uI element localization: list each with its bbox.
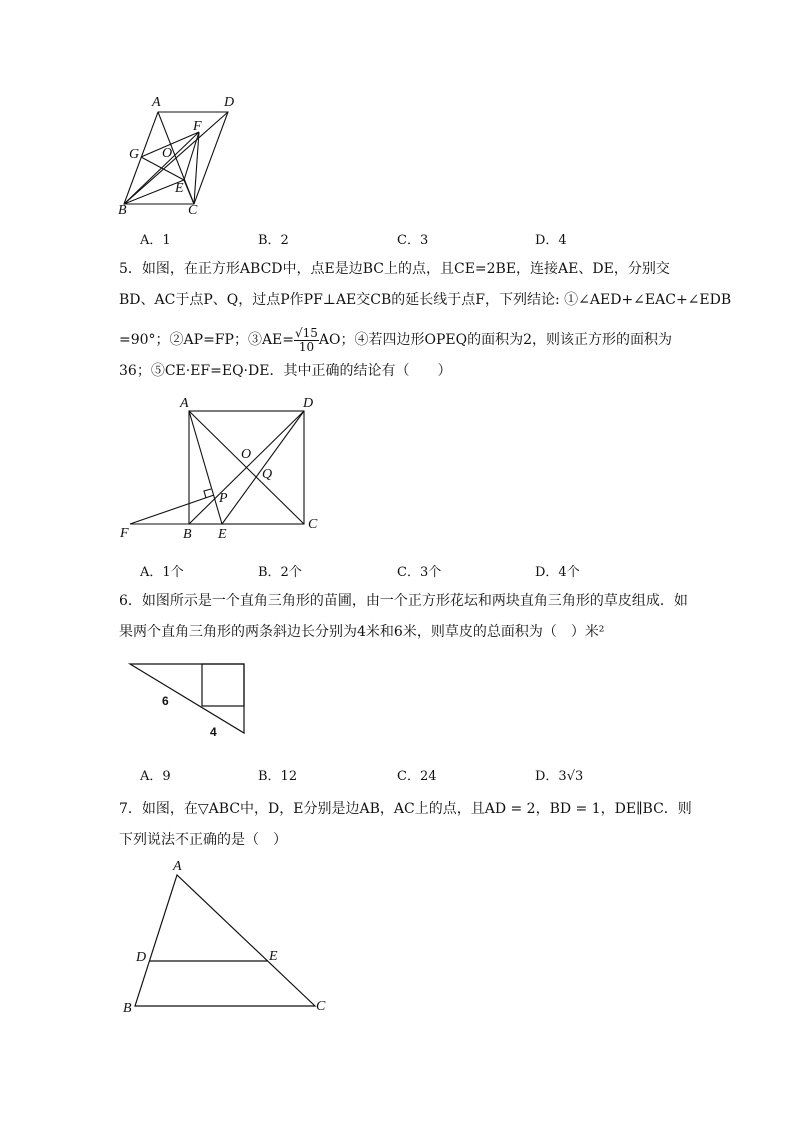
q5-label-p: P	[219, 491, 228, 506]
q5-line-1: 5．如图，在正方形ABCD中，点E是边BC上的点，且CE=2BE，连接AE、DE，分别交	[119, 261, 670, 277]
q4-label-a: A	[152, 95, 161, 110]
q5-line-4: 36；⑤CE·EF=EQ·DE．其中正确的结论有（ ）	[119, 363, 452, 379]
q4-label-o: O	[162, 146, 173, 161]
q4-label-d: D	[224, 95, 235, 110]
q6-option-d[interactable]: D．3√3	[535, 769, 584, 784]
q5-line-2: BD、AC于点P、Q，过点P作PF⊥AE交CB的延长线于点F，下列结论: ①∠AED+∠EAC+∠EDB	[119, 292, 732, 308]
q7-label-d: D	[136, 950, 147, 965]
q6-label-4: 4	[210, 725, 217, 739]
q7-label-e: E	[269, 949, 278, 964]
q7-line-1: 7．如图，在▽ABC中，D，E分别是边AB，AC上的点，且AD = 2，BD = 1，DE∥BC．则	[119, 801, 692, 817]
q7-label-b: B	[123, 1001, 132, 1016]
q5-label-b: B	[183, 527, 192, 542]
q6-line-2: 果两个直角三角形的两条斜边长分别为4米和6米，则草皮的总面积为（ ）米²	[119, 624, 605, 640]
q4-label-b: B	[118, 203, 127, 218]
q5-option-d[interactable]: D．4个	[535, 565, 580, 580]
q5-line-3-pre: =90°；②AP=FP；③AE=	[119, 332, 294, 348]
q4-option-b[interactable]: B．2	[258, 233, 289, 248]
q4-label-g: G	[129, 147, 140, 162]
q5-option-c[interactable]: C．3个	[397, 565, 442, 580]
q5-fraction-denominator: 10	[298, 339, 315, 354]
q4-label-e: E	[175, 181, 184, 196]
q5-label-o: O	[241, 447, 252, 462]
q7-label-c: C	[316, 999, 326, 1014]
q6-option-b[interactable]: B．12	[258, 769, 298, 784]
q5-label-d: D	[303, 396, 314, 411]
q6-option-c[interactable]: C．24	[397, 769, 437, 784]
q4-label-c: C	[188, 203, 198, 218]
q5-line-3-post: AO；④若四边形OPEQ的面积为2，则该正方形的面积为	[318, 332, 673, 348]
q5-option-a[interactable]: A．1个	[140, 565, 184, 580]
q4-option-a[interactable]: A．1	[140, 233, 171, 248]
q5-fraction-numerator: √15	[295, 325, 318, 340]
q4-option-d[interactable]: D．4	[535, 233, 567, 248]
q5-label-c: C	[308, 517, 318, 532]
q5-label-e: E	[218, 527, 227, 542]
q5-label-f: F	[120, 526, 129, 541]
q5-label-q: Q	[262, 467, 273, 482]
q6-label-6: 6	[162, 694, 169, 708]
q5-option-b[interactable]: B．2个	[258, 565, 302, 580]
q5-label-a: A	[180, 396, 189, 411]
q7-label-a: A	[173, 859, 182, 874]
q7-line-2: 下列说法不正确的是（ ）	[119, 832, 287, 848]
q4-label-f: F	[193, 119, 202, 134]
q4-option-c[interactable]: C．3	[397, 233, 429, 248]
q6-option-a[interactable]: A．9	[140, 769, 171, 784]
q6-line-1: 6．如图所示是一个直角三角形的苗圃，由一个正方形花坛和两块直角三角形的草皮组成．如	[119, 593, 688, 609]
